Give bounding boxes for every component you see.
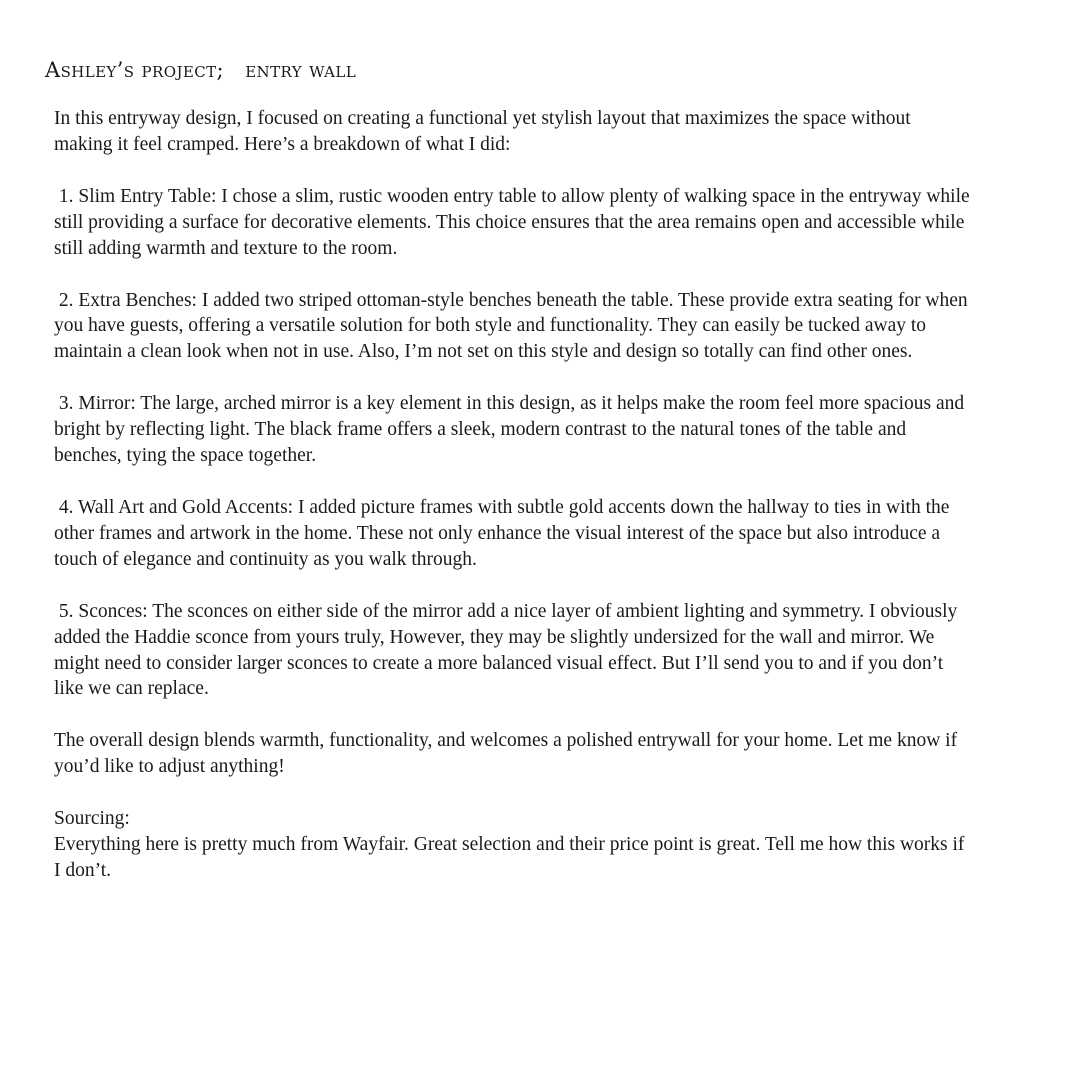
item-extra-benches: 2. Extra Benches: I added two striped ottoman-style benches beneath the table. These provide extra seating for when you have guests, offering a versatile solution for both style and functionality. They can easily be tucked away to maintain a clean look when not in use. Also, I’m not set on this style and design so totally can find other ones. [54, 289, 973, 363]
sourcing-label: Sourcing: [54, 808, 130, 830]
closing-paragraph: The overall design blends warmth, functionality, and welcomes a polished entrywall for your home. Let me know if you’d like to adjust anything! [54, 730, 962, 778]
sourcing-paragraph: Everything here is pretty much from Wayfair. Great selection and their price point is great. Tell me how this works if I don’t. [54, 834, 970, 881]
item-sconces: 5. Sconces: The sconces on either side of the mirror add a nice layer of ambient lighting and symmetry. I obviously added the Haddie sconce from yours truly, However, they may be slightly undersized for the wall and mirror. We might need to consider larger sconces to create a more balanced visual effect. But I’ll send you to and if you don’t like we can replace. [54, 600, 963, 700]
item-slim-entry-table: 1. Slim Entry Table: I chose a slim, rustic wooden entry table to allow plenty of walking space in the entryway while still providing a surface for decorative elements. This choice ensures that the area remains open and accessible while still adding warmth and texture to the room. [54, 185, 975, 259]
document-title: Ashley’s project; entry wall [45, 58, 357, 82]
item-wall-art: 4. Wall Art and Gold Accents: I added picture frames with subtle gold accents down the hallway to ties in with the other frames and artwork in the home. These not only enhance the visual interest of the space but also introduce a touch of elegance and continuity as you walk through. [54, 496, 955, 570]
intro-paragraph: In this entryway design, I focused on creating a functional yet stylish layout that maximizes the space without making it feel cramped. Here’s a breakdown of what I did: [54, 108, 916, 155]
item-mirror: 3. Mirror: The large, arched mirror is a key element in this design, as it helps make the room feel more spacious and bright by reflecting light. The black frame offers a sleek, modern contrast to the natural tones of the table and benches, tying the space together. [54, 393, 969, 467]
document-body [54, 106, 974, 910]
